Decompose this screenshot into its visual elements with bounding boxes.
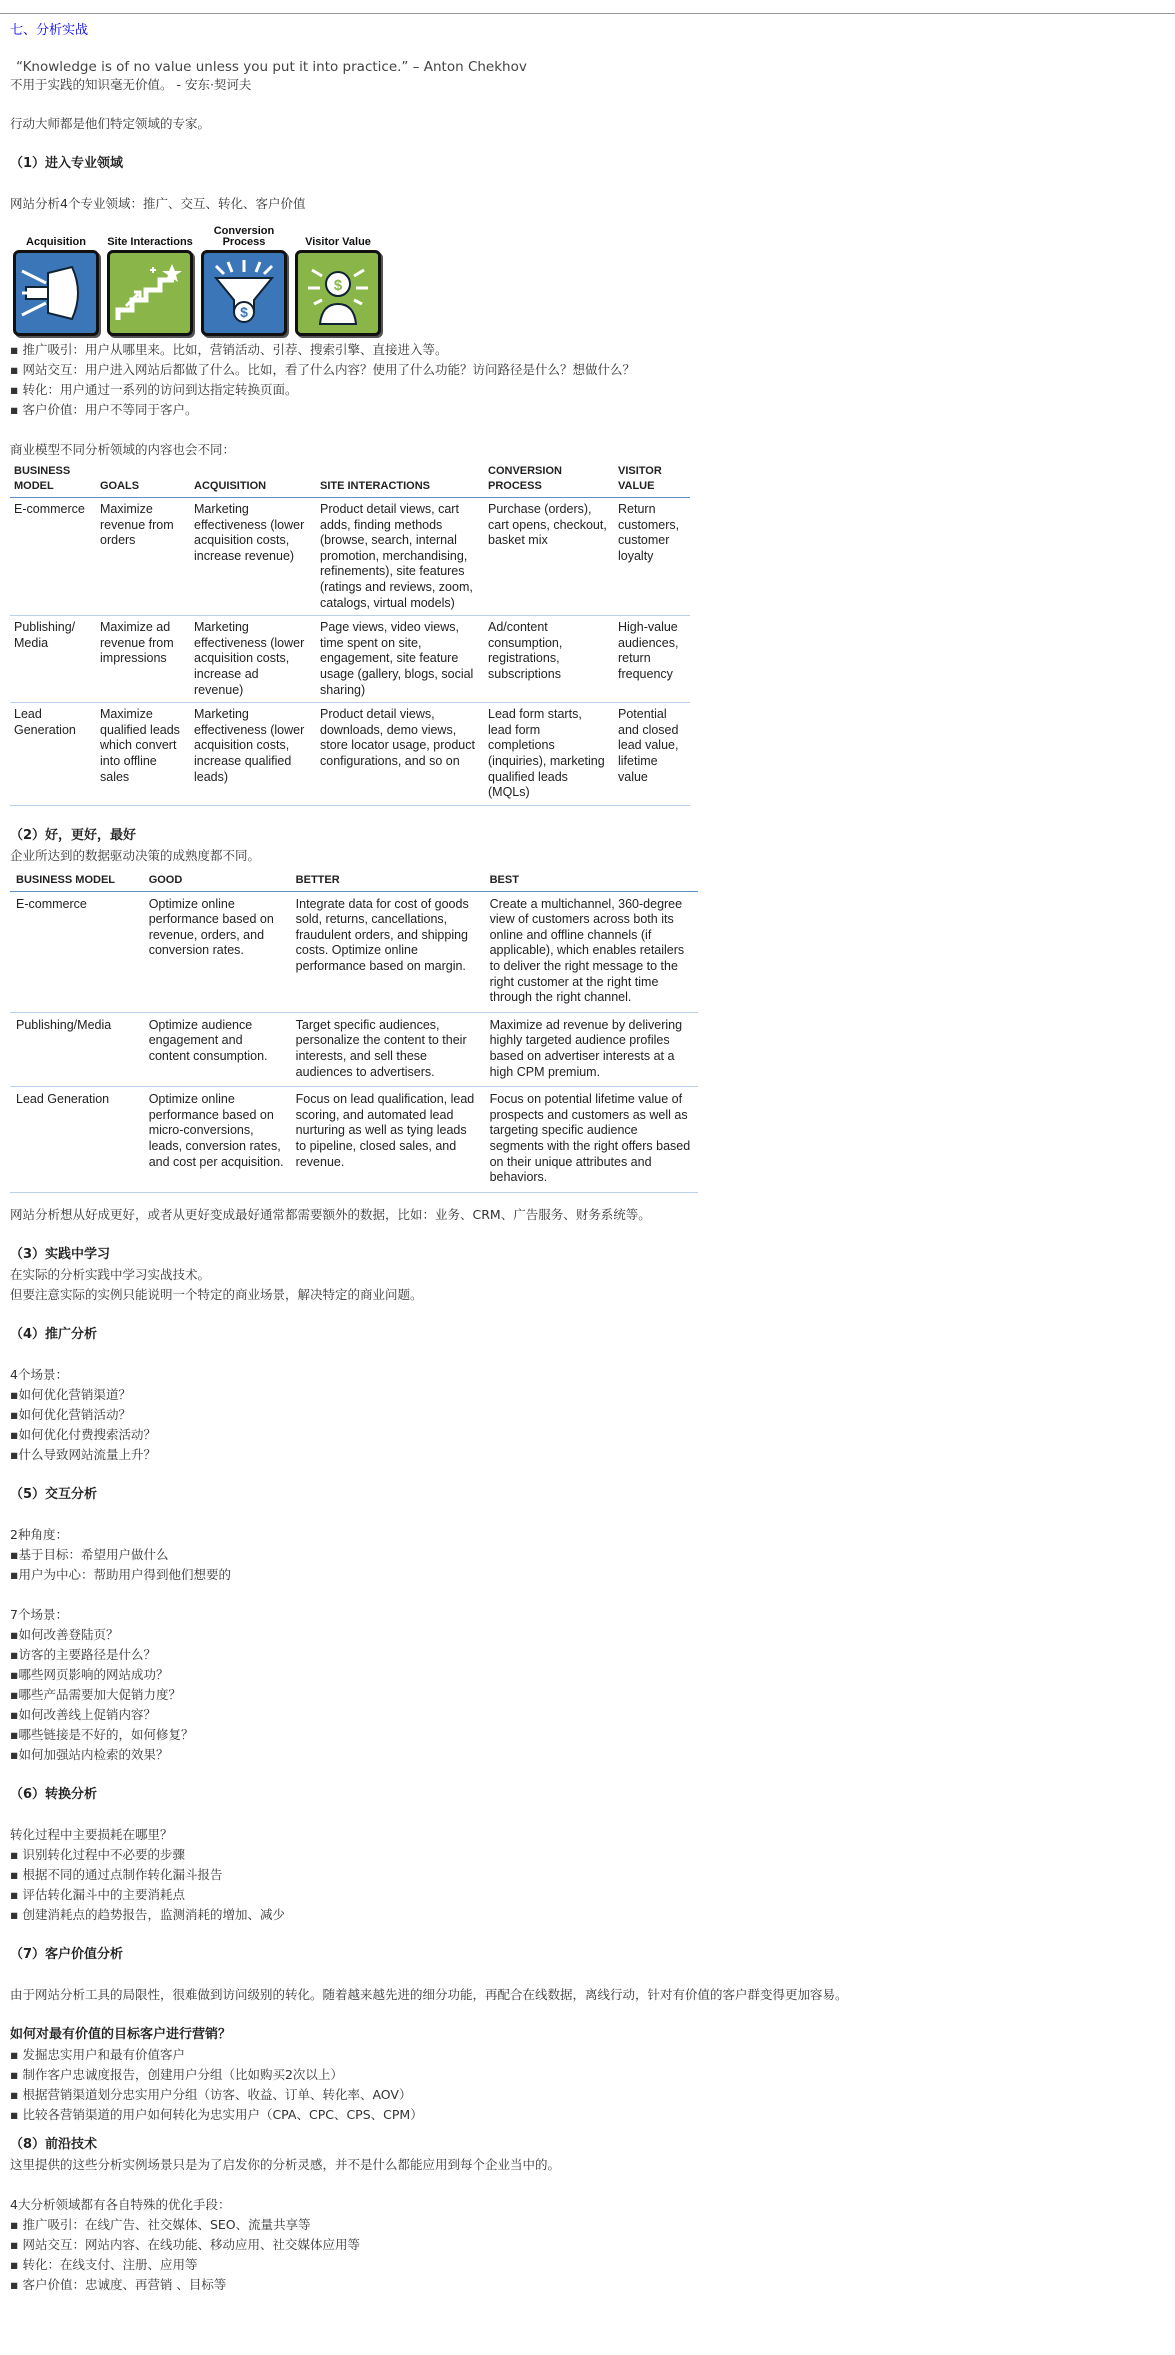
article xyxy=(10,22,1170,2295)
list-item: ▪ 根据营销渠道划分忠实用户分组（访客、收益、订单、转化率、AOV） xyxy=(10,2086,412,2102)
table-cell: Optimize online performance based on micro-conversions, leads, conversion rates, and cost per acquisition. xyxy=(143,1087,290,1193)
table-cell: Lead Generation xyxy=(10,703,96,806)
heading-7: （7）客户价值分析 xyxy=(10,1946,124,1962)
table-cell: Page views, video views, time spent on site, engagement, site feature usage (gallery, blogs, social sharing) xyxy=(316,616,484,703)
table-cell: E-commerce xyxy=(10,498,96,616)
table-cell: Ad/content consumption, registrations, subscriptions xyxy=(484,616,614,703)
table-cell: Marketing effectiveness (lower acquisition costs, increase ad revenue) xyxy=(190,616,316,703)
column-header: BEST xyxy=(484,870,698,892)
column-header: VISITOR VALUE xyxy=(614,464,690,498)
list-item: ▪如何加强站内检索的效果？ xyxy=(10,1746,169,1762)
list-item: ▪ 客户价值：用户不等同于客户。 xyxy=(10,402,198,417)
svg-text:$: $ xyxy=(333,277,343,294)
conversion-funnel-icon xyxy=(201,250,287,336)
list-item: ▪ 评估转化漏斗中的主要消耗点 xyxy=(10,1886,185,1902)
business-model-areas-table xyxy=(10,464,690,806)
list-item: ▪ 网站交互：网站内容、在线功能、移动应用、社交媒体应用等 xyxy=(10,2236,360,2252)
list-item: ▪如何优化营销渠道？ xyxy=(10,1386,131,1402)
list-item: ▪ 比较各营销渠道的用户如何转化为忠实用户（CPA、CPC、CPS、CPM） xyxy=(10,2106,423,2122)
table-cell: E-commerce xyxy=(10,891,143,1012)
table-cell: Focus on lead qualification, lead scoring, and automated lead nurturing as well as tying leads to pipeline, closed sales, and revenue. xyxy=(290,1087,484,1193)
intro-text: 行动大师都是他们特定领域的专家。 xyxy=(10,116,211,131)
list-item: ▪如何改善登陆页？ xyxy=(10,1626,119,1642)
table-cell: Lead form starts, lead form completions (inquiries), marketing qualified leads (MQLs) xyxy=(484,703,614,806)
s3-line: 在实际的分析实践中学习实战技术。 xyxy=(10,1266,211,1282)
table-cell: Maximize ad revenue from impressions xyxy=(96,616,190,703)
s8-text: 这里提供的这些分析实例场景只是为了启发你的分析灵感，并不是什么都能应用到每个企业当中的。 xyxy=(10,2156,561,2172)
list-item: ▪ 发掘忠实用户和最有价值客户 xyxy=(10,2046,185,2062)
table-cell: Potential and closed lead value, lifetime value xyxy=(614,703,690,806)
table-cell: Maximize qualified leads which convert into offline sales xyxy=(96,703,190,806)
table-cell: Marketing effectiveness (lower acquisition costs, increase revenue) xyxy=(190,498,316,616)
list-item: ▪ 转化：用户通过一系列的访问到达指定转换页面。 xyxy=(10,382,298,397)
s6-lead: 转化过程中主要损耗在哪里？ xyxy=(10,1826,173,1842)
list-item: ▪ 识别转化过程中不必要的步骤 xyxy=(10,1846,185,1862)
list-item: ▪如何优化付费搜索活动？ xyxy=(10,1426,156,1442)
heading-6: （6）转换分析 xyxy=(10,1786,98,1802)
table-header-row xyxy=(10,870,698,892)
heading-2: （2）好，更好，最好 xyxy=(10,827,137,843)
column-header: BETTER xyxy=(290,870,484,892)
list-item: ▪ 创建消耗点的趋势报告，监测消耗的增加、减少 xyxy=(10,1906,285,1922)
list-item: ▪ 推广吸引：用户从哪里来。比如，营销活动、引荐、搜索引擎、直接进入等。 xyxy=(10,342,448,357)
table-cell: Return customers, customer loyalty xyxy=(614,498,690,616)
icon-visitor-value xyxy=(294,224,382,336)
list-item: ▪ 推广吸引：在线广告、社交媒体、SEO、流量共享等 xyxy=(10,2216,311,2232)
list-item: ▪如何优化营销活动？ xyxy=(10,1406,131,1422)
column-header: GOALS xyxy=(96,464,190,498)
funnel-acquisition-icon xyxy=(13,250,99,336)
icon-conversion-process xyxy=(200,224,288,336)
s8-lead: 4大分析领域都有各自特殊的优化手段： xyxy=(10,2196,231,2212)
table-cell: Product detail views, cart adds, finding methods (browse, search, internal promotion, merchandising, refinements), site features (ratings and reviews, zoom, catalogs, virtual models) xyxy=(316,498,484,616)
visitor-value-icon xyxy=(295,250,381,336)
column-header: GOOD xyxy=(143,870,290,892)
column-header: BUSINESS MODEL xyxy=(10,870,143,892)
icon-caption: Acquisition xyxy=(26,236,86,248)
table-row xyxy=(10,703,690,806)
s2-after-text: 网站分析想从好成更好，或者从更好变成最好通常都需要额外的数据，比如：业务、CRM、广告服务、财务系统等。 xyxy=(10,1206,651,1222)
list-item: ▪如何改善线上促销内容？ xyxy=(10,1706,156,1722)
list-item: ▪哪些产品需要加大促销力度？ xyxy=(10,1686,181,1702)
quote-english: “Knowledge is of no value unless you put it into practice.” – Anton Chekhov xyxy=(16,59,527,75)
table-cell: Purchase (orders), cart opens, checkout, basket mix xyxy=(484,498,614,616)
table-cell: Publishing/Media xyxy=(10,1012,143,1086)
s2-text: 企业所达到的数据驱动决策的成熟度都不同。 xyxy=(10,847,261,863)
table-cell: Marketing effectiveness (lower acquisition costs, increase qualified leads) xyxy=(190,703,316,806)
s7-text: 由于网站分析工具的局限性，很难做到访问级别的转化。随着越来越先进的细分功能，再配合在线数据，离线行动，针对有价值的客户群变得更加容易。 xyxy=(10,1986,848,2002)
table-row xyxy=(10,891,698,1012)
list-item: ▪用户为中心：帮助用户得到他们想要的 xyxy=(10,1566,231,1582)
list-item: ▪ 客户价值：忠诚度、再营销 、目标等 xyxy=(10,2276,227,2292)
quote-chinese: 不用于实践的知识毫无价值。 - 安东·契诃夫 xyxy=(10,77,252,92)
heading-5: （5）交互分析 xyxy=(10,1486,98,1502)
table-cell: Target specific audiences, personalize the content to their interests, and sell these audiences to advertisers. xyxy=(290,1012,484,1086)
icon-caption: Visitor Value xyxy=(305,236,371,248)
heading-4: （4）推广分析 xyxy=(10,1326,98,1342)
s3-line: 但要注意实际的实例只能说明一个特定的商业场景，解决特定的商业问题。 xyxy=(10,1286,423,1302)
table-cell: High-value audiences, return frequency xyxy=(614,616,690,703)
heading-1: （1）进入专业领域 xyxy=(10,156,124,171)
table-row xyxy=(10,616,690,703)
table-cell: Optimize audience engagement and content consumption. xyxy=(143,1012,290,1086)
table-cell: Publishing/ Media xyxy=(10,616,96,703)
svg-text:$: $ xyxy=(240,304,248,320)
s7-subheading: 如何对最有价值的目标客户进行营销？ xyxy=(10,2026,232,2042)
column-header: ACQUISITION xyxy=(190,464,316,498)
table-cell: Lead Generation xyxy=(10,1087,143,1193)
column-header: SITE INTERACTIONS xyxy=(316,464,484,498)
table-cell: Integrate data for cost of goods sold, returns, cancellations, fraudulent orders, and shipping costs. Optimize online performance based on margin. xyxy=(290,891,484,1012)
list-item: ▪基于目标：希望用户做什么 xyxy=(10,1546,169,1562)
s5-lead-2: 7个场景： xyxy=(10,1606,68,1622)
heading-8: （8）前沿技术 xyxy=(10,2136,98,2152)
column-header: BUSINESS MODEL xyxy=(10,464,96,498)
table-row xyxy=(10,1087,698,1193)
icon-caption: Site Interactions xyxy=(107,236,193,248)
icon-caption: Conversion Process xyxy=(213,225,275,248)
maturity-table xyxy=(10,870,698,1193)
table-row xyxy=(10,498,690,616)
table-cell: Focus on potential lifetime value of prospects and customers as well as targeting specific audience segments with the right offers based on their unique attributes and behaviors. xyxy=(484,1087,698,1193)
analysis-area-icons xyxy=(12,224,1170,336)
list-item: ▪哪些网页影响的网站成功？ xyxy=(10,1666,169,1682)
list-item: ▪ 根据不同的通过点制作转化漏斗报告 xyxy=(10,1866,223,1882)
s5-lead-1: 2种角度： xyxy=(10,1526,68,1542)
stairs-interaction-icon xyxy=(107,250,193,336)
icon-site-interactions xyxy=(106,224,194,336)
table-cell: Maximize revenue from orders xyxy=(96,498,190,616)
s4-lead: 4个场景： xyxy=(10,1366,68,1382)
s1-text: 网站分析4个专业领域：推广、交互、转化、客户价值 xyxy=(10,196,306,211)
s1-bullet-list xyxy=(10,340,1170,420)
column-header: CONVERSION PROCESS xyxy=(484,464,614,498)
list-item: ▪哪些链接是不好的，如何修复？ xyxy=(10,1726,194,1742)
table-cell: Product detail views, downloads, demo views, store locator usage, product configurations, and so on xyxy=(316,703,484,806)
table-header-row xyxy=(10,464,690,498)
table1-intro: 商业模型不同分析领域的内容也会不同： xyxy=(10,442,236,457)
table-row xyxy=(10,1012,698,1086)
table-cell: Create a multichannel, 360-degree view of customers across both its online and offline channels (if applicable), which enables retailers to deliver the right message to the right customer at the right time through the right channel. xyxy=(484,891,698,1012)
list-item: ▪什么导致网站流量上升？ xyxy=(10,1446,156,1462)
table-cell: Maximize ad revenue by delivering highly targeted audience profiles based on advertiser interests at a high CPM premium. xyxy=(484,1012,698,1086)
heading-3: （3）实践中学习 xyxy=(10,1246,111,1262)
icon-acquisition xyxy=(12,224,100,336)
list-item: ▪ 转化：在线支付、注册、应用等 xyxy=(10,2256,198,2272)
list-item: ▪ 制作客户忠诚度报告，创建用户分组（比如购买2次以上） xyxy=(10,2066,343,2082)
list-item: ▪访客的主要路径是什么？ xyxy=(10,1646,156,1662)
list-item: ▪ 网站交互：用户进入网站后都做了什么。比如，看了什么内容？使用了什么功能？访问路径是什么？想做什么？ xyxy=(10,362,635,377)
table-cell: Optimize online performance based on revenue, orders, and conversion rates. xyxy=(143,891,290,1012)
section-title-link[interactable]: 七、分析实战 xyxy=(10,23,89,38)
top-divider xyxy=(0,13,1175,14)
